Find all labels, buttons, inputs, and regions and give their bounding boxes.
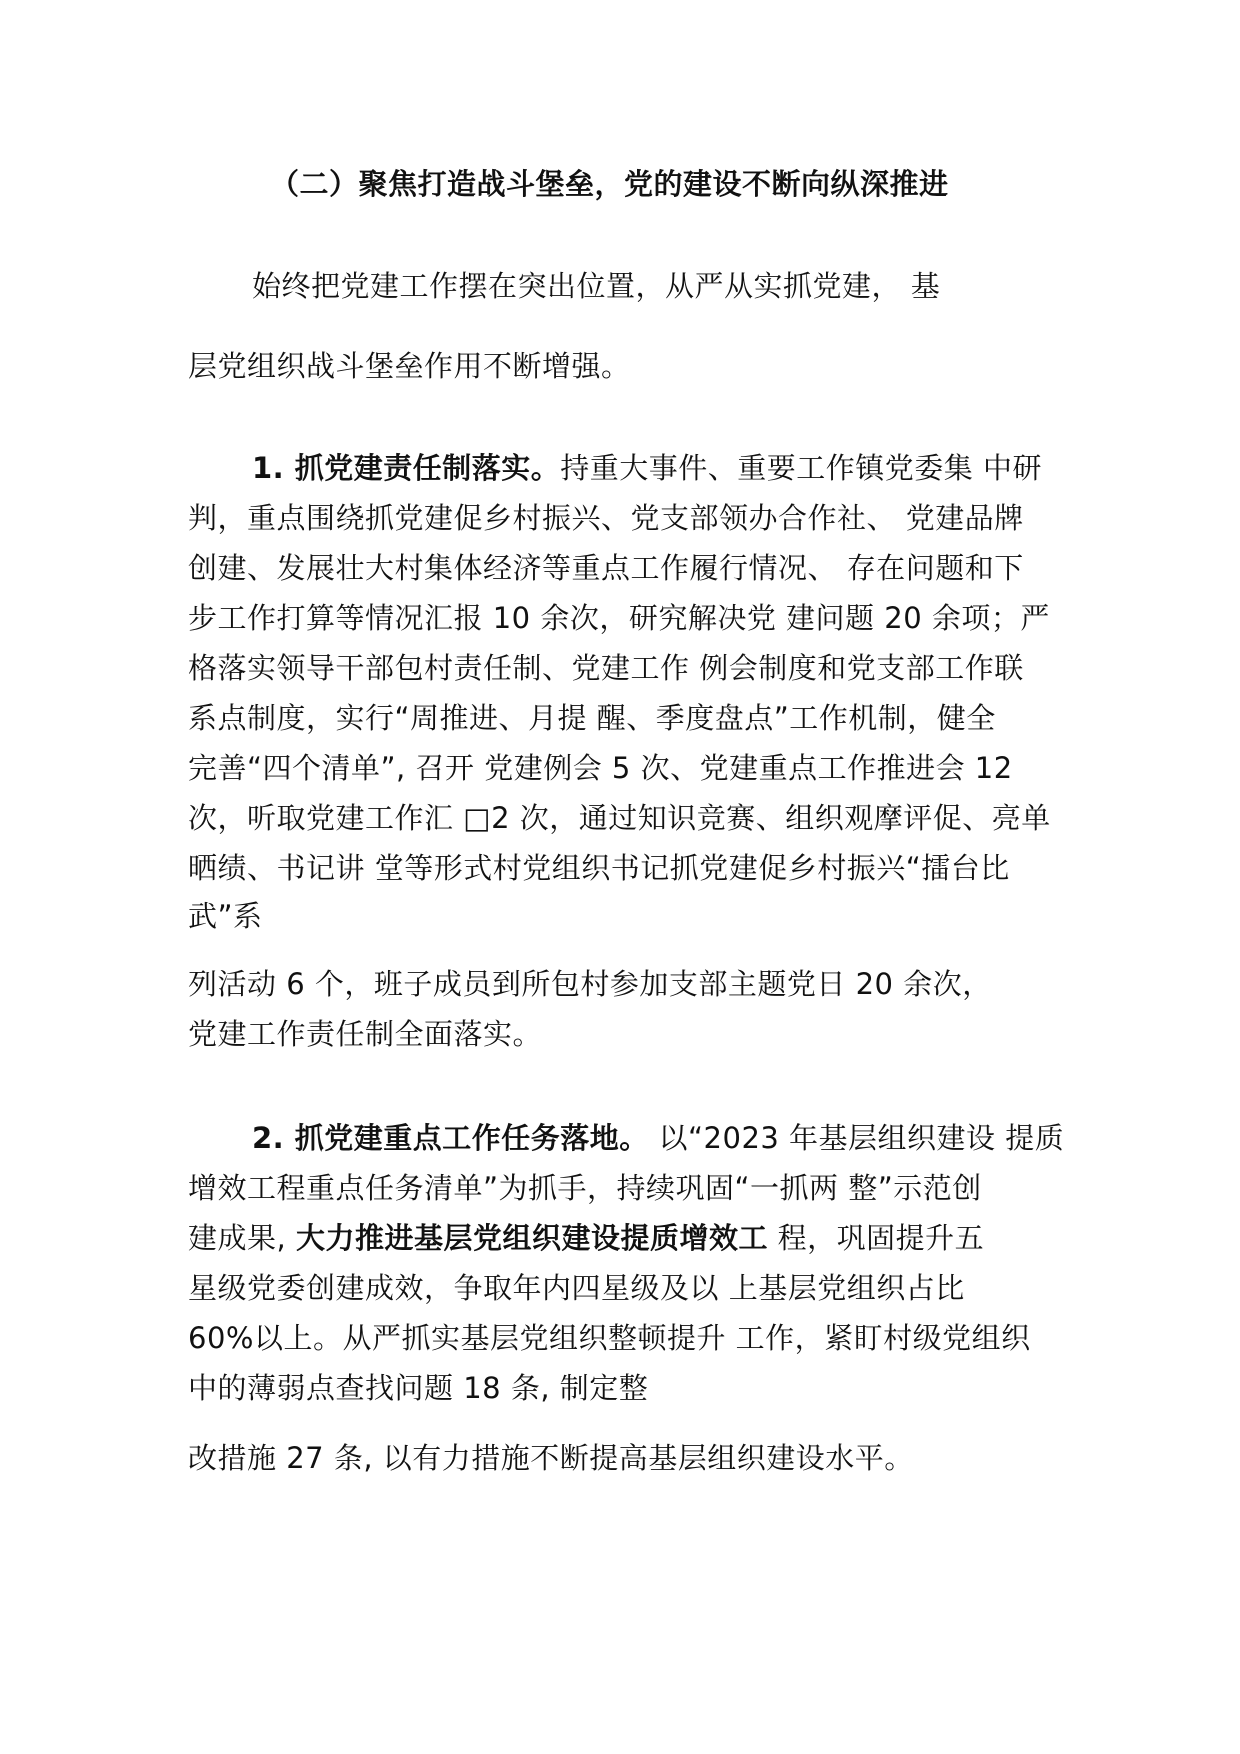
item1-line-8: 次，听取党建工作汇 □2 次，通过知识竞赛、组织观摩评促、亮单	[188, 801, 1051, 835]
item2-heading: 2. 抓党建重点工作任务落地。	[252, 1121, 649, 1155]
intro-line-2: 层党组织战斗堡垒作用不断增强。	[188, 349, 631, 383]
item1-line-10: 武”系	[188, 899, 263, 933]
item2-line-7: 改措施 27 条, 以有力措施不断提高基层组织建设水平。	[188, 1441, 914, 1475]
item2-line-1-text: 以“2023 年基层组织建设 提质	[648, 1121, 1065, 1155]
item1-line-12: 党建工作责任制全面落实。	[188, 1017, 543, 1051]
item1-line-7: 完善“四个清单”, 召开 党建例会 5 次、党建重点工作推进会 12	[188, 751, 1013, 785]
item1-line-1-text: 持重大事件、重要工作镇党委集 中研	[560, 451, 1043, 485]
item2-line-4: 星级党委创建成效，争取年内四星级及以 上基层党组织占比	[188, 1271, 965, 1305]
intro-line-1: 始终把党建工作摆在突出位置，从严从实抓党建， 基	[252, 269, 941, 303]
item1-line-4: 步工作打算等情况汇报 10 余次，研究解决党 建问题 20 余项；严	[188, 601, 1050, 635]
item2-line-5: 60%以上。从严抓实基层党组织整顿提升 工作，紧盯村级党组织	[188, 1321, 1031, 1355]
item1-line-3: 创建、发展壮大村集体经济等重点工作履行情况、 存在问题和下	[188, 551, 1024, 585]
item2-line-1	[252, 1120, 1064, 1156]
item1-line-9: 晒绩、书记讲 堂等形式村党组织书记抓党建促乡村振兴“擂台比	[188, 851, 1010, 885]
item2-line-6: 中的薄弱点查找问题 18 条, 制定整	[188, 1371, 649, 1405]
section-title: （二）聚焦打造战斗堡垒，党的建设不断向纵深推进	[270, 167, 949, 201]
item1-line-2: 判，重点围绕抓党建促乡村振兴、党支部领办合作社、 党建品牌	[188, 501, 1024, 535]
item1-line-11: 列活动 6 个，班子成员到所包村参加支部主题党日 20 余次，	[188, 967, 992, 1001]
item2-line-3-c: 程，巩固提升五	[767, 1221, 985, 1255]
item1-line-1	[252, 450, 1042, 486]
item1-line-5: 格落实领导干部包村责任制、党建工作 例会制度和党支部工作联	[188, 651, 1024, 685]
item2-line-2: 增效工程重点任务清单”为抓手，持续巩固“一抓两 整”示范创	[188, 1171, 982, 1205]
item2-line-3	[188, 1220, 984, 1256]
item1-heading: 1. 抓党建责任制落实。	[252, 451, 561, 485]
item2-line-3-bold: 大力推进基层党组织建设提质增效工	[295, 1221, 768, 1255]
item2-line-3-a: 建成果,	[188, 1221, 296, 1255]
item1-line-6: 系点制度，实行“周推进、月提 醒、季度盘点”工作机制，健全	[188, 701, 996, 735]
